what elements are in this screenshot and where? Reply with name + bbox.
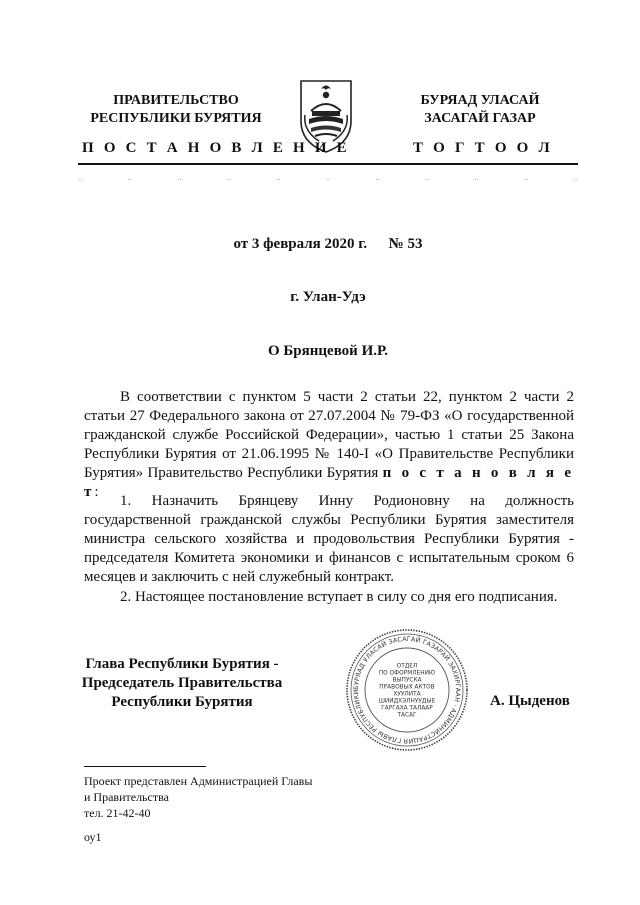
document-date: от 3 февраля 2020 г. xyxy=(233,236,368,252)
doctype-right: Т О Г Т О О Л xyxy=(413,140,553,156)
issuer-right-line2: ЗАСАГАЙ ГАЗАР xyxy=(424,111,536,126)
preamble-text: В соответствии с пунктом 5 части 2 статьи 22, пунктом 2 части 2 статьи 27 Федерального закона от 27.07.2004 № 79-ФЗ «О государственной гражданской службе Российской Федерации», частью 1 статьи 25 Закона Республики Бурятия от 21.06.1995 № 140-I «О Правительстве Республики Бурятия» Правительство Республики Бурятия xyxy=(84,389,574,481)
footer-line1: Проект представлен Администрацией Главы xyxy=(84,774,313,788)
stamp-center-line: ШИИДХЭЛНУУДЫЕ xyxy=(378,698,436,705)
stamp-center-line: ОТДЕЛ xyxy=(396,663,418,670)
header-rule xyxy=(78,163,578,165)
stamp-center-line: ПО ОФОРМЛЕНИЮ xyxy=(378,670,436,677)
issuer-left-line1: ПРАВИТЕЛЬСТВО xyxy=(113,93,239,108)
stamp-center-line: ПРАВОВЫХ АКТОВ xyxy=(379,684,435,691)
decree-item-2: 2. Настоящее постановление вступает в силу со дня его подписания. xyxy=(120,589,558,605)
signatory-title-line3: Республики Бурятия xyxy=(111,694,253,710)
city: г. Улан-Удэ xyxy=(290,289,366,305)
signatory-title-line2: Председатель Правительства xyxy=(81,675,283,691)
preamble-paragraph xyxy=(84,388,574,502)
signatory-title xyxy=(74,655,290,712)
stamp-center-line: ХУУЛИТА xyxy=(393,691,421,698)
document-number: № 53 xyxy=(388,236,423,252)
decree-colon: : xyxy=(94,484,99,500)
document-subject: О Брянцевой И.Р. xyxy=(267,343,389,359)
issuer-right-line1: БУРЯАД УЛАСАЙ xyxy=(420,93,540,108)
footer-code: оу1 xyxy=(84,830,102,844)
issuer-left-line2: РЕСПУБЛИКИ БУРЯТИЯ xyxy=(90,111,262,126)
stamp-center-line: ГАРГАХА ТАЛААР xyxy=(381,705,433,712)
dotted-line: .. .. .. .. .. .. .. .. .. .. .. xyxy=(78,172,578,182)
date-number-line xyxy=(78,236,578,253)
stamp-ring-text: БУРЯАД УЛАСАЙ ЗАСАГАЙ ГАЗАРАЙ ЗАХИРГААН · АДМИНИСТРАЦИЯ ГЛАВЫ РЕСПУБЛИКИ xyxy=(352,635,462,745)
official-stamp xyxy=(345,628,469,752)
signatory-name: А. Цыденов xyxy=(490,693,570,709)
issuer-right xyxy=(382,92,578,128)
stamp-center-line: ТАСАГ xyxy=(397,712,417,719)
footer-phone: тел. 21-42-40 xyxy=(84,806,151,820)
signatory-title-line1: Глава Республики Бурятия - xyxy=(85,656,279,672)
doctype-left: П О С Т А Н О В Л Е Н И Е xyxy=(82,140,350,156)
footer-line2: и Правительства xyxy=(84,790,169,804)
issuer-left xyxy=(78,92,274,128)
footer-rule xyxy=(84,766,206,767)
decree-word: п о с т а н о в л я е т xyxy=(84,465,574,500)
decree-item-1: 1. Назначить Брянцеву Инну Родионовну на должность государственной гражданской службы Республики Бурятия заместителя министра сельского хозяйства и продовольствия Республики Бурятия - председателя Комитета экономики и финансов с испытательным сроком 6 месяцев и заключить с ней служебный контракт. xyxy=(84,493,574,585)
stamp-center-line: ВЫПУСКА xyxy=(392,677,422,684)
footer-note xyxy=(84,773,384,845)
